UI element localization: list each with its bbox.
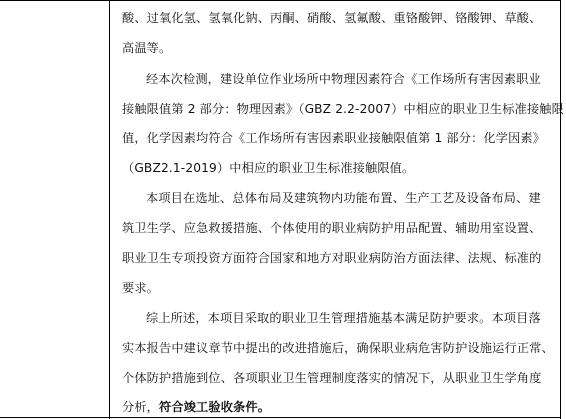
conclusion-acceptance-text: 符合竣工验收条件。 — [159, 400, 271, 414]
paragraph-conclusion-line-2: 实本报告中建议章节中提出的改进措施后，确保职业病危害防护设施运行正常、 — [122, 341, 554, 355]
paragraph-layout-line-3: 职业卫生专项投资方面符合国家和地方对职业病防治方面法律、法规、标准的 — [122, 251, 542, 265]
paragraph-testing-line-1: 经本次检测，建设单位作业场所中物理因素符合《工作场所有害因素职业 — [146, 72, 541, 86]
table-content-cell — [110, 0, 561, 419]
paragraph-testing-line-4: （GBZ2.1-2019）中相应的职业卫生标准接触限值。 — [122, 161, 415, 175]
paragraph-chemicals-line-1: 酸、过氧化氢、氢氧化钠、丙酮、硝酸、氢氟酸、重铬酸钾、铬酸钾、草酸、 — [122, 11, 542, 25]
paragraph-layout-line-4: 要求。 — [122, 281, 160, 295]
paragraph-conclusion-line-3: 个体防护措施到位、各项职业卫生管理制度落实的情况下，从职业卫生学角度 — [122, 371, 542, 385]
table-bottom-border — [0, 417, 561, 418]
paragraph-layout-line-2: 筑卫生学、应急救援措施、个体使用的职业病防护用品配置、辅助用室设置、 — [122, 221, 542, 235]
conclusion-lead-text: 分析， — [122, 400, 160, 414]
paragraph-chemicals-line-2: 高温等。 — [122, 41, 172, 55]
paragraph-layout-line-1: 本项目在选址、总体布局及建筑物内功能布置、生产工艺及设备布局、建 — [146, 191, 541, 205]
paragraph-testing-line-3: 值，化学因素均符合《工作场所有害因素职业接触限值第 1 部分：化学因素》 — [122, 131, 546, 145]
paragraph-testing-line-2: 接触限值第 2 部分：物理因素》（GBZ 2.2-2007）中相应的职业卫生标准接触限 — [122, 102, 564, 116]
paragraph-conclusion-line-4 — [122, 399, 270, 415]
paragraph-conclusion-line-1: 综上所述，本项目采取的职业卫生管理措施基本满足防护要求。本项目落 — [146, 311, 541, 325]
table-left-cell — [0, 0, 110, 419]
